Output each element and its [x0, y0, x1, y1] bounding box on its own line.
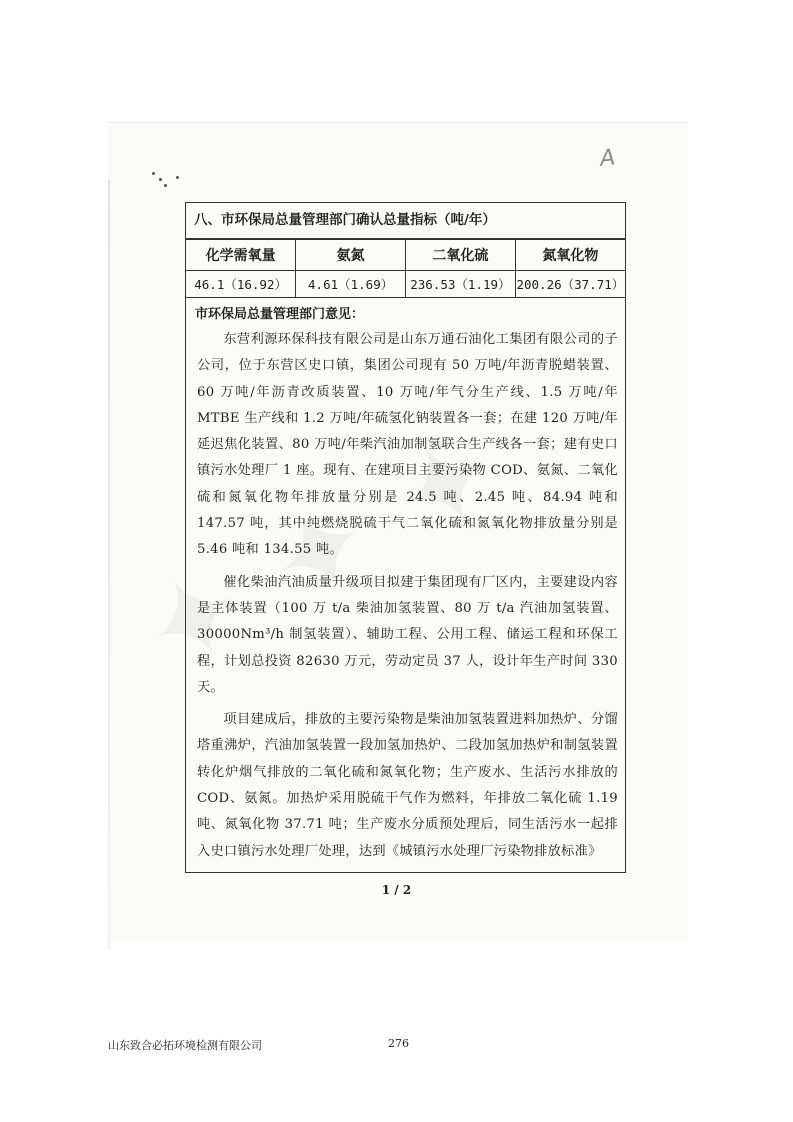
paragraph: 东营利源环保科技有限公司是山东万通石油化工集团有限公司的子公司，位于东营区史口镇，集团公司现有 50 万吨/年沥青脱蜡装置、60 万吨/年沥青改质装置、10 万吨/年气分生产线、1.5 万吨/年 MTBE 生产线和 1.2 万吨/年硫氢化钠装置各一套；在建 120 万吨/年延迟焦化装置、80 万吨/年柴汽油加制氢联合生产线各一套；建有史口镇污水处理厂 1 座。现有、在建项目主要污染物 COD、氨氮、二氧化硫和氮氧化物年排放量分别是 24.5 吨、2.45 吨、84.94 吨和 147.57 吨，其中纯燃烧脱硫干气二氧化硫和氮氧化物排放量分别是 5.46 吨和 134.55 吨。	[197, 332, 618, 558]
val-so2: 236.53（1.19）	[406, 271, 516, 298]
scan-specks	[150, 168, 190, 198]
col-cod: 化学需氧量	[186, 240, 296, 271]
val-nox: 200.26（37.71）	[515, 271, 625, 298]
val-ammonia: 4.61（1.69）	[296, 271, 406, 298]
col-so2: 二氧化硫	[406, 240, 516, 271]
emission-table	[186, 239, 625, 298]
form-frame	[185, 202, 626, 873]
section-title: 八、市环保局总量管理部门确认总量指标（吨/年）	[186, 203, 625, 239]
handwritten-mark: A	[598, 145, 617, 172]
paragraph: 项目建成后，排放的主要污染物是柴油加氢装置进料加热炉、分馏塔重沸炉，汽油加氢装置一段加氢加热炉、二段加氢加热炉和制氢装置转化炉烟气排放的二氧化硫和氮氧化物；生产废水、生活污水排放的 COD、氨氮。加热炉采用脱硫干气作为燃料，年排放二氧化硫 1.19 吨、氮氧化物 37.71 吨；生产废水分质预处理后，同生活污水一起排入史口镇污水处理厂处理，达到《城镇污水处理厂污染物排放标准》	[197, 712, 618, 859]
paragraph: 催化柴油汽油质量升级项目拟建于集团现有厂区内，主要建设内容是主体装置（100 万 t/a 柴油加氢装置、80 万 t/a 汽油加氢装置、30000Nm³/h 制氢装置）、辅助工程、公用工程、储运工程和环保工程，计划总投资 82630 万元，劳动定员 37 人，设计年生产时间 330 天。	[197, 574, 618, 695]
col-nox: 氮氧化物	[515, 240, 625, 271]
footer-page-number: 276	[388, 1037, 409, 1050]
opinion-heading: 市环保局总量管理部门意见：	[195, 307, 365, 322]
table-row	[186, 271, 625, 298]
table-header-row	[186, 240, 625, 271]
scan-edge-shadow	[108, 180, 110, 950]
page-number: 1 / 2	[381, 883, 412, 897]
val-cod: 46.1（16.92）	[186, 271, 296, 298]
footer-company: 山东致合必拓环境检测有限公司	[108, 1039, 262, 1052]
opinion-body	[197, 327, 618, 865]
col-ammonia: 氨氮	[296, 240, 406, 271]
